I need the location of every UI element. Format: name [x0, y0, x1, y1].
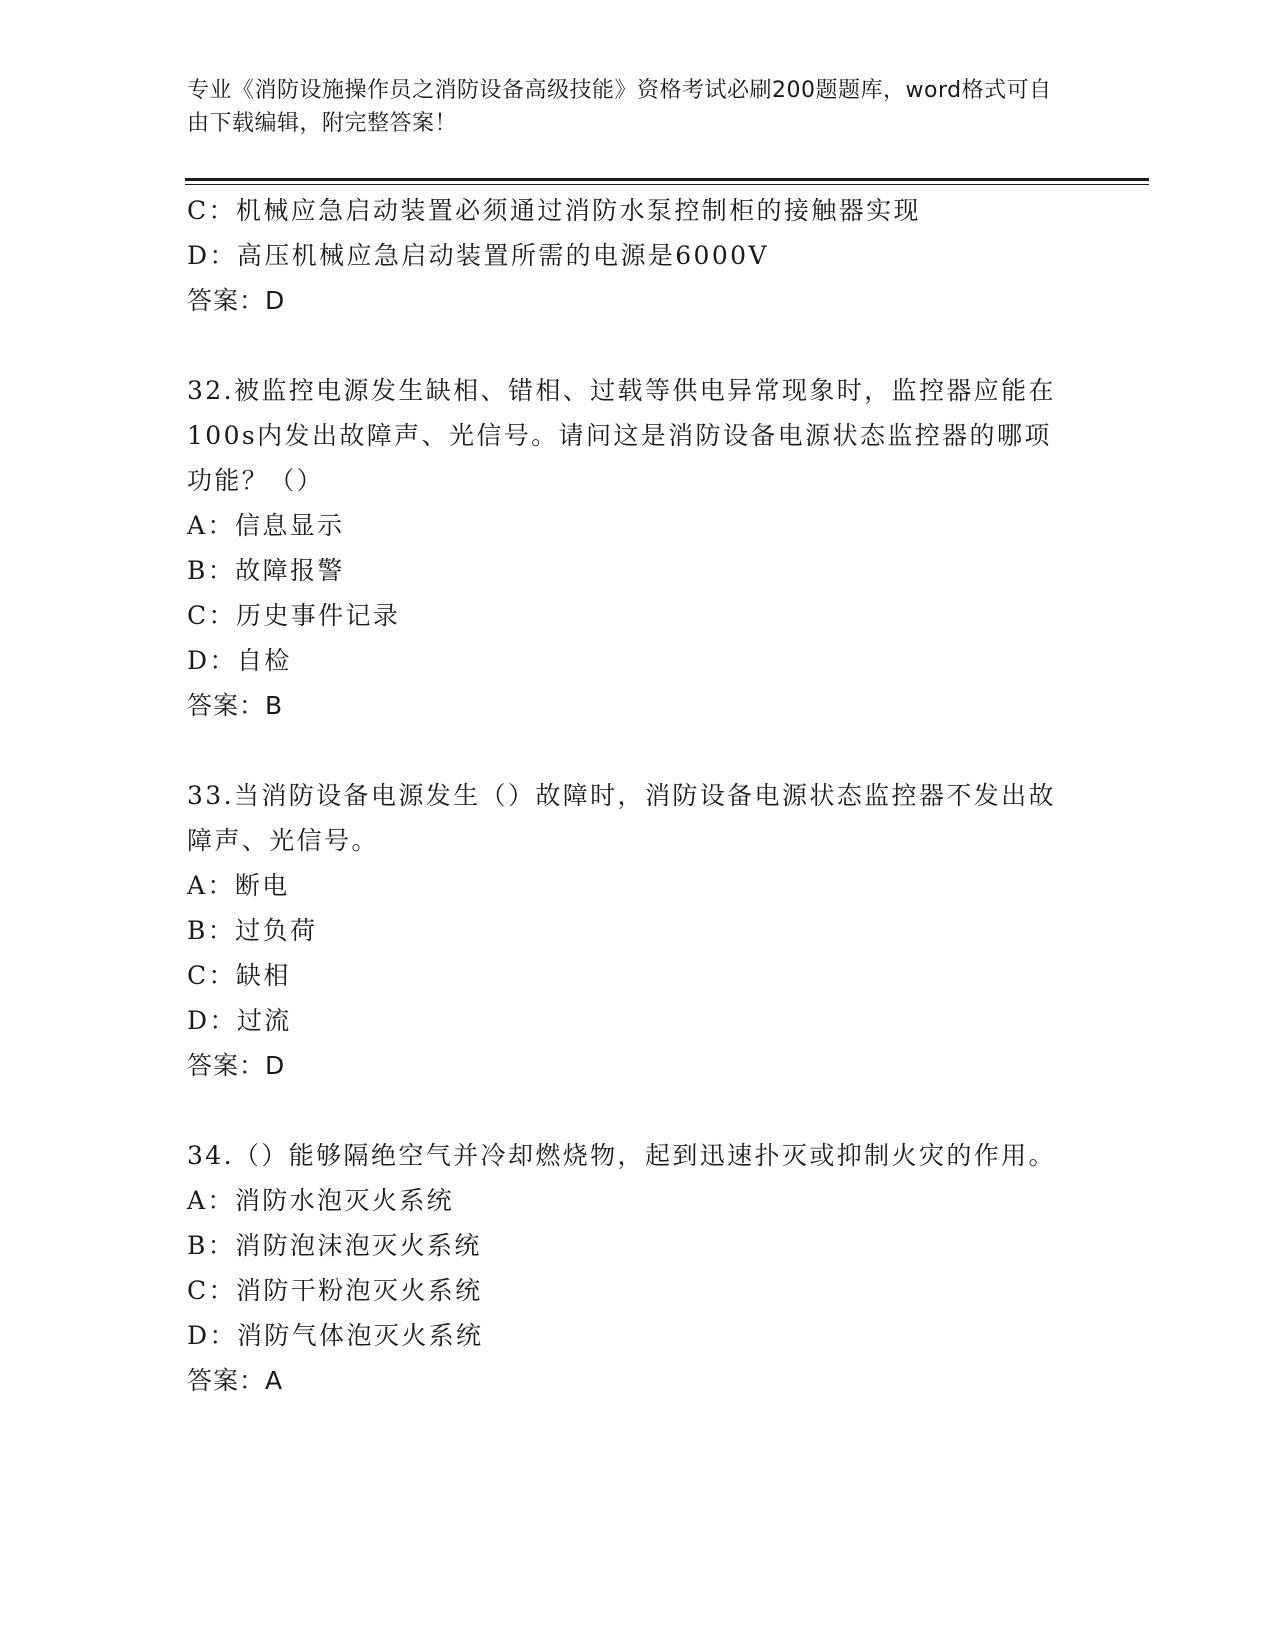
header-divider-thick	[185, 178, 1149, 181]
option-c: C：缺相	[187, 961, 291, 990]
option-b: B：消防泡沫泡灭火系统	[187, 1231, 482, 1260]
answer-value: A	[265, 1366, 284, 1395]
option-a: A：断电	[187, 871, 290, 900]
option-a: A：消防水泡灭火系统	[187, 1186, 455, 1215]
question-text: 33.当消防设备电源发生（）故障时，消防设备电源状态监控器不发出故障声、光信号。	[187, 781, 1056, 855]
option-c: C：消防干粉泡灭火系统	[187, 1276, 483, 1305]
question-34	[187, 1133, 1087, 1403]
answer-value: D	[265, 1051, 286, 1080]
answer-prefix: 答案：	[187, 1366, 266, 1395]
answer-prefix: 答案：	[187, 1051, 266, 1080]
option-d: D：消防气体泡灭火系统	[187, 1321, 484, 1350]
header-divider-thin	[185, 184, 1149, 185]
carryover-block	[187, 188, 1087, 323]
option-c: C：历史事件记录	[187, 601, 401, 630]
option-b: B：过负荷	[187, 916, 318, 945]
answer-prefix: 答案：	[187, 691, 266, 720]
option-d: D：过流	[187, 1006, 292, 1035]
answer-prefix: 答案：	[187, 286, 266, 315]
question-32	[187, 368, 1087, 728]
answer-value: B	[265, 691, 284, 720]
question-text: 34.（）能够隔绝空气并冷却燃烧物，起到迅速扑灭或抑制火灾的作用。	[187, 1141, 1056, 1170]
option-d: D：高压机械应急启动装置所需的电源是6000V	[187, 241, 769, 270]
option-d: D：自检	[187, 646, 292, 675]
answer-line	[187, 1358, 1087, 1403]
answer-value: D	[265, 286, 286, 315]
answer-line	[187, 278, 1087, 323]
option-a: A：信息显示	[187, 511, 345, 540]
page-header: 专业《消防设施操作员之消防设备高级技能》资格考试必刷200题题库，word格式可自由下载编辑，附完整答案！	[187, 78, 1052, 136]
question-list	[187, 188, 1087, 1403]
question-33	[187, 773, 1087, 1088]
question-text: 32.被监控电源发生缺相、错相、过载等供电异常现象时，监控器应能在100s内发出故障声、光信号。请问这是消防设备电源状态监控器的哪项功能？（）	[187, 376, 1056, 495]
answer-line	[187, 1043, 1087, 1088]
option-c: C：机械应急启动装置必须通过消防水泵控制柜的接触器实现	[187, 196, 921, 225]
answer-line	[187, 683, 1087, 728]
option-b: B：故障报警	[187, 556, 345, 585]
